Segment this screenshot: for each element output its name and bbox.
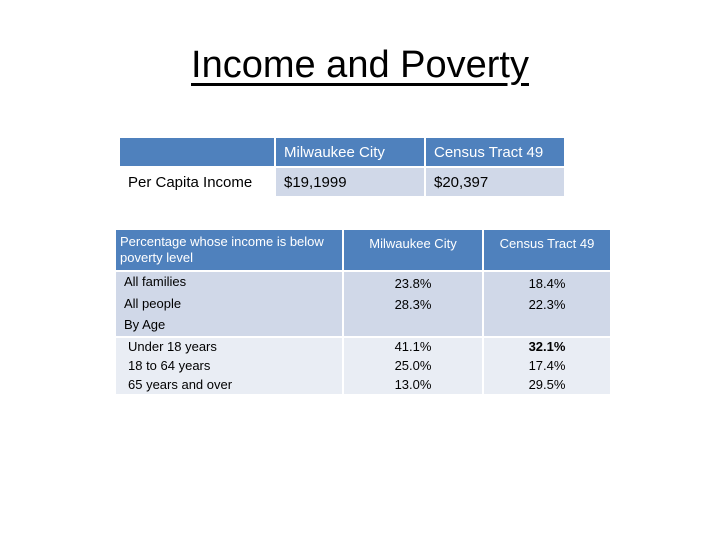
- tract-all-families: 18.4%: [528, 276, 566, 291]
- city-18-to-64: 25.0%: [394, 358, 432, 373]
- city-under-18: 41.1%: [394, 339, 432, 354]
- per-capita-income-tract: $20,397: [426, 168, 564, 196]
- poverty-group1-tract: [484, 272, 610, 336]
- poverty-group2-labels: [116, 338, 342, 394]
- tract-under-18: 32.1%: [528, 339, 566, 354]
- poverty-group1-labels: [116, 272, 342, 336]
- city-65-and-over: 13.0%: [394, 377, 432, 392]
- page-title: Income and Poverty: [191, 44, 529, 86]
- city-all-people: 28.3%: [394, 297, 432, 312]
- poverty-group1-city: [344, 272, 482, 336]
- label-18-to-64: 18 to 64 years: [128, 358, 211, 373]
- label-under-18: Under 18 years: [128, 339, 217, 354]
- tract-18-to-64: 17.4%: [528, 358, 566, 373]
- poverty-header-city: Milwaukee City: [344, 230, 482, 270]
- poverty-header-tract: Census Tract 49: [484, 230, 610, 270]
- income-table-corner-cell: [120, 138, 274, 166]
- label-by-age: By Age: [124, 317, 166, 332]
- per-capita-income-label: Per Capita Income: [120, 168, 274, 196]
- label-all-families: All families: [124, 274, 187, 289]
- poverty-group2-tract: [484, 338, 610, 394]
- tract-65-and-over: 29.5%: [528, 377, 566, 392]
- income-table-header-tract: Census Tract 49: [426, 138, 564, 166]
- income-table-header-city: Milwaukee City: [276, 138, 424, 166]
- poverty-header-label: Percentage whose income is below poverty level: [116, 230, 342, 270]
- label-65-and-over: 65 years and over: [128, 377, 233, 392]
- city-all-families: 23.8%: [394, 276, 432, 291]
- tract-all-people: 22.3%: [528, 297, 566, 312]
- per-capita-income-city: $19,1999: [276, 168, 424, 196]
- label-all-people: All people: [124, 296, 182, 311]
- poverty-group2-city: [344, 338, 482, 394]
